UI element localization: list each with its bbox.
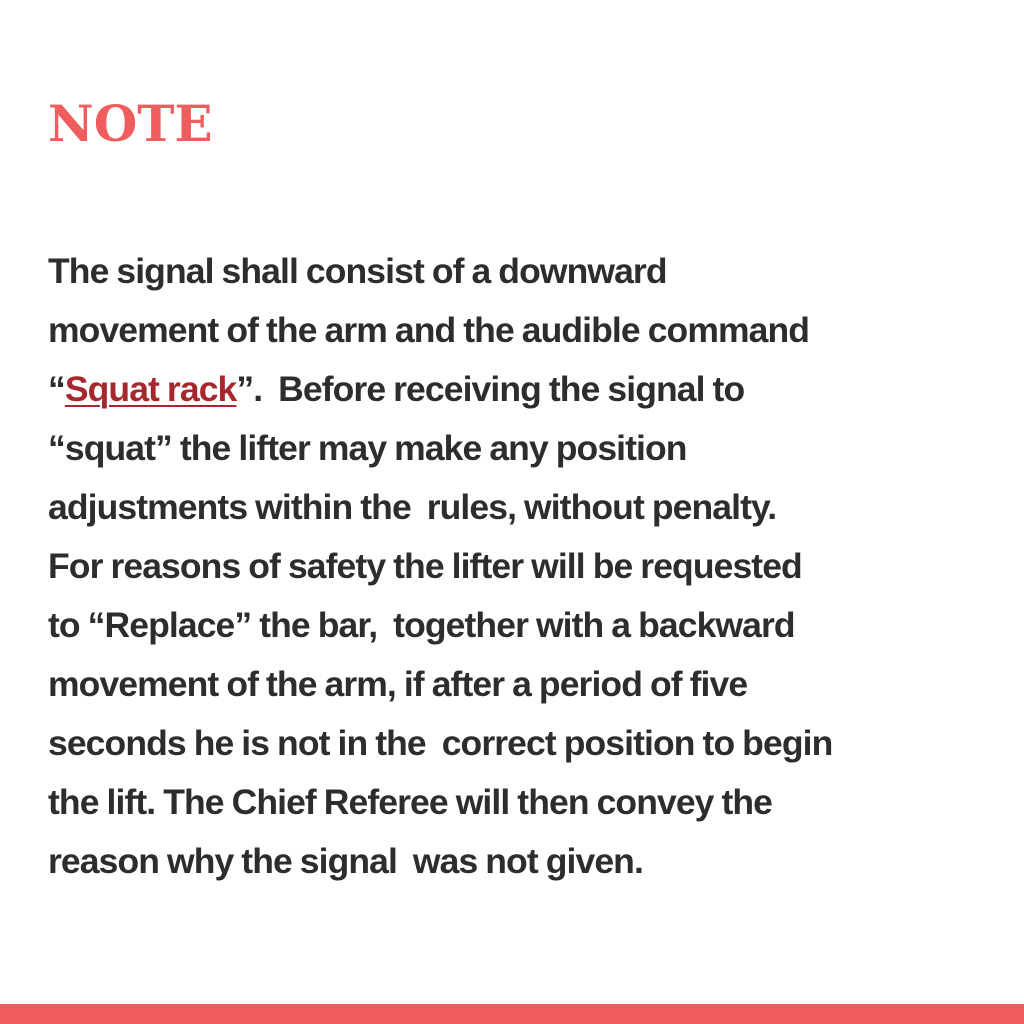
note-body (48, 242, 988, 891)
body-line: The signal shall consist of a downward (48, 251, 667, 291)
body-line-rest: ”. Before receiving the signal to (236, 369, 745, 409)
body-line: adjustments within the rules, without penalty. (48, 487, 777, 527)
body-line: For reasons of safety the lifter will be requested (48, 546, 802, 586)
body-line-with-link (48, 360, 988, 419)
body-line: to “Replace” the bar, together with a backward (48, 605, 795, 645)
body-line: movement of the arm and the audible command (48, 310, 810, 350)
body-line: movement of the arm, if after a period of five (48, 664, 748, 704)
bottom-accent-bar (0, 1004, 1024, 1024)
body-line: “squat” the lifter may make any position (48, 428, 687, 468)
note-title: NOTE (48, 94, 213, 153)
body-line: the lift. The Chief Referee will then convey the (48, 782, 773, 822)
body-line: reason why the signal was not given. (48, 841, 643, 881)
body-line: seconds he is not in the correct position to begin (48, 723, 833, 763)
open-quote: “ (48, 369, 65, 409)
squat-rack-link[interactable]: Squat rack (64, 369, 237, 409)
